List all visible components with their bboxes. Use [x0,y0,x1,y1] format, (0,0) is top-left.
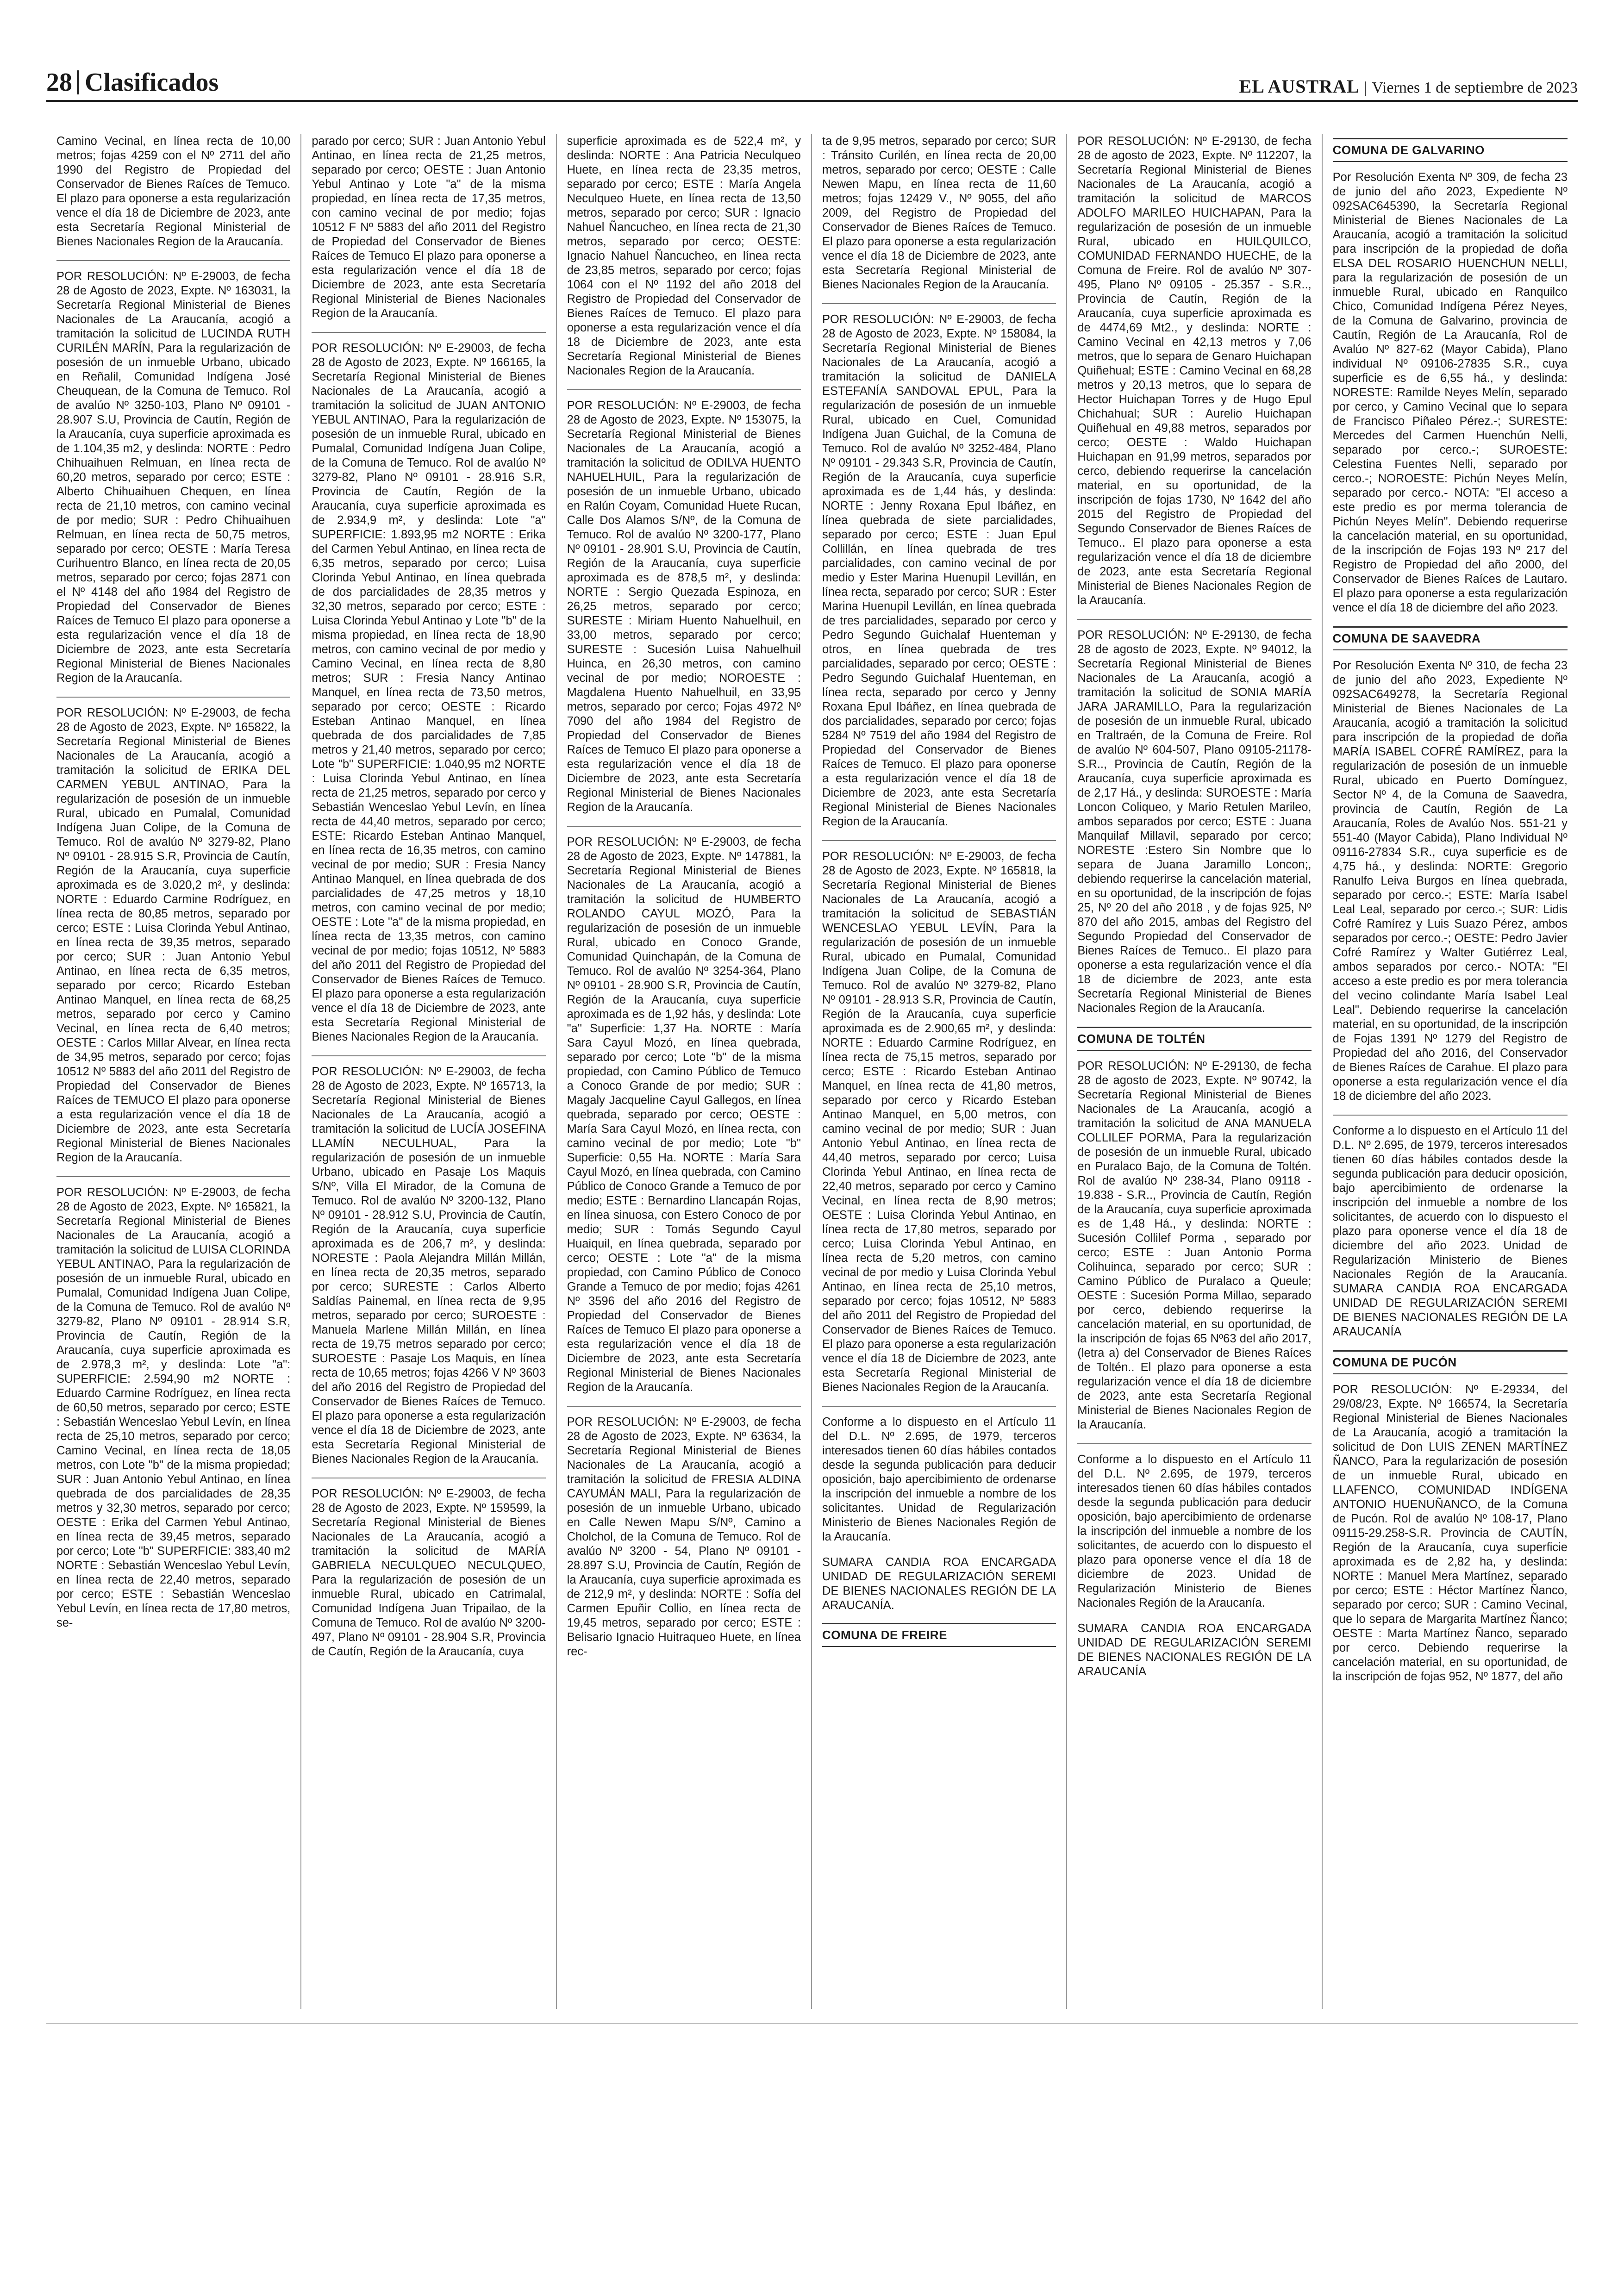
legal-notice: POR RESOLUCIÓN: Nº E-29003, de fecha 28 de Agosto de 2023, Expte. Nº 158084, la Secretaría Regional Ministerial de Bienes Nacionales de La Araucanía, acogió a tramitación la solicitud de DANIELA ESTEFANÍA SANDOVAL EPUL, Para la regularización de posesión de un inmueble Rural, ubicado en Cuel, Comunidad Indígena Juan Guichal, de la Comuna de Temuco. Rol de avalúo Nº 3252-484, Plano Nº 09101 - 29.343 S.R, Provincia de Cautín, Región de la Araucanía, cuya superficie aproximada es de 1,44 hás, y deslinda: NORTE : Jenny Roxana Epul Ibáñez, en línea quebrada de siete parcialidades, separado por cerco; ESTE : Juan Epul Collillán, en línea quebrada de tres parcialidades, con camino vecinal de por medio y Ester Marina Huenupil Levillán, en línea recta, separado por cerco; SUR : Ester Marina Huenupil Levillán, en línea quebrada de tres parcialidades, separado por cerco y Pedro Segundo Guichalaf Huenteman y otros, en línea quebrada de tres parcialidades, separado por cerco; OESTE : Pedro Segundo Guichalaf Huenteman, en línea recta, separado por cerco y Jenny Roxana Epul Ibáñez, en línea quebrada de dos parcialidades, separado por cerco; fojas 5284 Nº 7519 del año 1984 del Registro de Propiedad del Conservador de Bienes Raíces de Temuco. El plazo para oponerse a esta regularización vence el día 18 de Diciembre de 2023, ante esta Secretaría Regional Ministerial de Bienes Nacionales Region de la Araucanía. [822,313,1056,828]
legal-notice: Conforme a lo dispuesto en el Artículo 11 del D.L. Nº 2.695, de 1979, terceros interesados tienen 60 días hábiles contados desde la segunda publicación para deducir oposición, bajo apercibimiento de ordenarse la inscripción del inmueble a nombre de los solicitantes. Unidad de Regularización Ministerio de Bienes Nacionales Región de la Araucanía. [822,1416,1056,1543]
notice-divider [822,840,1056,841]
notice-divider [822,1406,1056,1407]
legal-notice: POR RESOLUCIÓN: Nº E-29003, de fecha 28 de Agosto de 2023, Expte. Nº 165818, la Secretaría Regional Ministerial de Bienes Nacionales de La Araucanía, acogió a tramitación la solicitud de SEBASTIÁN WENCESLAO YEBUL LEVÍN, Para la regularización de posesión de un inmueble Rural, ubicado en Pumalal, Comunidad Indígena Juan Colipe, de la Comuna de Temuco. Rol de avalúo Nº 3279-82, Plano Nº 09101 - 28.913 S.R, Provincia de Cautín, Región de la Araucanía, cuya superficie aproximada es de 2.900,65 m², y deslinda: NORTE : Eduardo Carmine Rodríguez, en línea recta de 75,15 metros, separado por cerco; ESTE : Ricardo Esteban Antinao Manquel, en línea recta de 41,80 metros, separado por cerco y Ricardo Esteban Antinao Manquel, en 5,00 metros, con camino vecinal de por medio; SUR : Juan Antonio Yebul Antinao, en línea recta de 44,40 metros, separado por cerco; Luisa Clorinda Yebul Antinao, en línea recta de 22,40 metros, separado por cerco y Camino Vecinal, en línea recta de 8,90 metros; OESTE : Luisa Clorinda Yebul Antinao, en línea recta de 17,80 metros, separado por cerco; Luisa Clorinda Yebul Antinao, en línea recta de 5,20 metros, con camino vecinal de por medio y Luisa Clorinda Yebul Antinao, en línea recta de 25,10 metros, separado por cerco; fojas 10512, Nº 5883 del año 2011 del Registro de Propiedad del Conservador de Bienes Raíces de Temuco. El plazo para oponerse a esta regularización vence el día 18 de Diciembre de 2023, ante esta Secretaría Regional Ministerial de Bienes Nacionales Region de la Araucanía. [822,850,1056,1394]
commune-heading: COMUNA DE TOLTÉN [1077,1027,1311,1051]
legal-notice: POR RESOLUCIÓN: Nº E-29130, de fecha 28 de agosto de 2023, Expte. Nº 94012, la Secretaría Regional Ministerial de Bienes Nacionales de La Araucanía, acogió a tramitación la solicitud de SONIA MARÍA JARA JARAMILLO, Para la regularización de posesión de un inmueble Rural, ubicado en Traltraén, de la Comuna de Freire. Rol de avalúo Nº 604-507, Plano 09105-21178-S.R.., Provincia de Cautín, Región de la Araucanía, cuya superficie aproximada es de 2,17 Há., y deslinda: SUROESTE : María Loncon Coliqueo, y Mario Retulen Marileo, ambos separados por cerco; ESTE : Juana Manquilaf Millavil, separado por cerco; NORESTE :Estero Sin Nombre que lo separa de Juana Jaramillo Loncon;, debiendo requerirse la cancelación material, en su oportunidad, de la inscripción de fojas 25, Nº 20 del año 2018 , y de fojas 925, Nº 870 del año 2015, ambas del Registro del Segundo Propiedad del Conservador de Bienes Raíces de Temuco.. El plazo para oponerse a esta regularización vence el día 18 de diciembre de 2023, ante esta Secretaría Regional Ministerial de Bienes Nacionales Region de la Araucanía. [1077,629,1312,1015]
signature-block: SUMARA CANDIA ROA ENCARGADA UNIDAD DE REGULARIZACIÓN SEREMI DE BIENES NACIONALES REGIÓN DE LA ARAUCANÍA. [822,1556,1056,1612]
legal-notice: Conforme a lo dispuesto en el Artículo 11 del D.L. Nº 2.695, de 1979, terceros interesados tienen 60 días hábiles contados desde la segunda publicación para deducir oposición, bajo apercibimiento de ordenarse la inscripción del inmueble a nombre de los solicitantes, de acuerdo con lo dispuesto el plazo para oponerse vence el día 18 de diciembre del año 2023. Unidad de Regularización Ministerio de Bienes Nacionales Región de la Araucanía. SUMARA CANDIA ROA ENCARGADA UNIDAD DE REGULARIZACIÓN SEREMI DE BIENES NACIONALES REGIÓN DE LA ARAUCANÍA [1332,1124,1568,1338]
notice-divider [312,332,545,333]
header-separator [77,70,79,94]
notice-divider [1077,619,1311,620]
legal-notice: superficie aproximada es de 522,4 m², y deslinda: NORTE : Ana Patricia Neculqueo Huete, en línea recta de 23,35 metros, separado por cerco; ESTE : María Angela Neculqueo Huete, en línea recta de 13,50 metros, separado por cerco; SUR : Ignacio Nahuel Ñancucheo, en línea recta de 21,30 metros, separado por cerco; OESTE: Ignacio Nahuel Ñancucheo, en línea recta de 23,85 metros, separado por cerco; fojas 1064 con el Nº 1192 del año 2018 del Registro de Propiedad del Conservador de Bienes Raíces de Temuco. El plazo para oponerse a esta regularización vence el día 18 de Diciembre de 2023, ante esta Secretaría Regional Ministerial de Bienes Nacionales Region de la Araucanía. [567,135,801,377]
legal-notice: Por Resolución Exenta Nº 310, de fecha 23 de junio del año 2023, Expediente Nº 092SAC649278, la Secretaría Regional Ministerial de Bienes Nacionales de La Araucanía, acogió a tramitación la solicitud para inscripción de la propiedad de doña MARÍA ISABEL COFRÉ RAMÍREZ, para la regularización de posesión de un inmueble Rural, ubicado en Puerto Domínguez, Sector Nº 4, de la Comuna de Saavedra, provincia de Cautín, Región de La Araucanía, Roles de Avalúo Nos. 551-21 y 551-40 (Mayor Cabida), Plano Individual Nº 09116-27834 S.R., cuya superficie es de 4,75 há., y deslinda: NORTE: Gregorio Ranulfo Leiva Burgos en línea quebrada, separado por cerco.-; ESTE: María Isabel Leal Leal, separado por cerco.-; SUR: Lidis Cofré Ramírez y Luis Suazo Pérez, ambos separados por cerco.-; OESTE: Pedro Javier Cofré Ramírez y Walter Gutiérrez Leal, ambos separados por cerco.- NOTA: "El acceso a este predio es por mera tolerancia del vecino colindante María Isabel Leal Leal". Debiendo requerirse la cancelación material, en su oportunidad, de la inscripción de Fojas 1391 Nº 1279 del Registro de Propiedad del año 2016, del Conservador de Bienes Raíces de Carahue. El plazo para oponerse a esta regularización vence el día 18 de diciembre del año 2023. [1332,659,1568,1103]
signature-block: SUMARA CANDIA ROA ENCARGADA UNIDAD DE REGULARIZACIÓN SEREMI DE BIENES NACIONALES REGIÓN DE LA ARAUCANÍA [1077,1622,1312,1678]
legal-notice: Por Resolución Exenta Nº 309, de fecha 23 de junio del año 2023, Expediente Nº 092SAC645390, la Secretaría Regional Ministerial de Bienes Nacionales de La Araucanía, acogió a tramitación la solicitud para inscripción de la propiedad de doña ELSA DEL ROSARIO HUENCHUN NELLI, para la regularización de posesión de un inmueble Rural, ubicado en Ranquilco Chico, Comunidad Indígena Pérez Neyes, de la Comuna de Galvarino, provincia de Cautín, Región de La Araucanía, Rol de Avalúo Nº 827-62 (Mayor Cabida), Plano individual Nº 09106-27835 S.R., cuya superficie es de 6,55 há., y deslinda: NORESTE: Ramilde Neyes Melín, separado por cerco, y Camino Vecinal que lo separa de Francisco Piñaleo Pérez.-; SURESTE: Mercedes del Carmen Huenchún Nelli, separado por cerco.-; SUROESTE: Celestina Fuentes Nelli, separado por cerco.-; NOROESTE: Pichún Neyes Melín, separado por cerco.- NOTA: "El acceso a este predio es por merma tolerancia de Pichún Neyes Melín". Debiendo requerirse la cancelación material, en su oportunidad, de la inscripción de Fojas 193 Nº 217 del Registro de Propiedad del año 2000, del Conservador de Bienes Raíces de Lautaro. El plazo para oponerse a esta regularización vence el día 18 de diciembre del año 2023. [1332,171,1568,614]
legal-notice: POR RESOLUCIÓN: Nº E-29003, de fecha 28 de Agosto de 2023, Expte. Nº 153075, la Secretaría Regional Ministerial de Bienes Nacionales de La Araucanía, acogió a tramitación la solicitud de ODILVA HUENTO NAHUELHUIL, Para la regularización de posesión de un inmueble Urbano, ubicado en Ralún Coyam, Comunidad Huete Rucan, Calle Dos Alamos S/Nº, de la Comuna de Temuco. Rol de avalúo Nº 3200-177, Plano Nº 09101 - 28.901 S.U, Provincia de Cautín, Región de la Araucanía, cuya superficie aproximada es de 878,5 m², y deslinda: NORTE : Sergio Quezada Espinoza, en 26,25 metros, separado por cerco; SURESTE : Miriam Huento Nahuelhuil, en 33,00 metros, separado por cerco; SURESTE : Sucesión Luisa Nahuelhuil Huinca, en 26,30 metros, con camino vecinal de por medio; NOROESTE : Magdalena Huento Nahuelhuil, en 33,95 metros, separado por cerco; Fojas 4972 Nº 7090 del año 1984 del Registro de Propiedad del Conservador de Bienes Raíces de Temuco El plazo para oponerse a esta regularización vence el día 18 de Diciembre de 2023, ante esta Secretaría Regional Ministerial de Bienes Nacionales Region de la Araucanía. [567,399,801,814]
notice-divider [56,260,290,261]
legal-notice: POR RESOLUCIÓN: Nº E-29130, de fecha 28 de agosto de 2023, Expte. Nº 90742, la Secretaría Regional Ministerial de Bienes Nacionales de La Araucanía, acogió a tramitación la solicitud de ANA MANUELA COLLILEF PORMA, Para la regularización de posesión de un inmueble Rural, ubicado en Puralaco Bajo, de la Comuna de Toltén. Rol de avalúo Nº 238-34, Plano 09118 - 19.838 - S.R.., Provincia de Cautín, Región de la Araucanía, cuya superficie aproximada es de 1,48 Há., y deslinda: NORTE : Sucesión Collilef Porma , separado por cerco; ESTE : Juan Antonio Porma Colihuinca, separado por cerco; SUR : Camino Público de Puralaco a Queule; OESTE : Sucesión Porma Millao, separado por cerco, debiendo requerirse la cancelación material, en su oportunidad, de la inscripción de fojas 65 Nº63 del año 2017, (letra a) del Conservador de Bienes Raíces de Toltén.. El plazo para oponerse a esta regularización vence el día 18 de diciembre de 2023, ante esta Secretaría Regional Ministerial de Bienes Nacionales Region de la Araucanía. [1077,1060,1312,1431]
header-divider: | [1364,79,1368,96]
page-number: 28 [46,68,72,97]
bottom-rule [46,2023,1578,2024]
column-3 [557,134,812,2009]
notice-divider [1333,1115,1568,1116]
page-header [46,65,1578,102]
legal-notice: POR RESOLUCIÓN: Nº E-29334, del 29/08/23, Expte. Nº 166574, la Secretaría Regional Ministerial de Bienes Nacionales de La Araucanía, acogió a tramitación la solicitud de Don LUIS ZENEN MARTÍNEZ ÑANCO, Para la regularización de posesión de un inmueble Rural, ubicado en LLAFENCO, COMUNIDAD INDÍGENA ANTONIO HUENUÑANCO, de la Comuna de Pucón. Rol de avalúo Nº 108-17, Plano 09115-29.258-S.R. Provincia de CAUTÍN, Región de la Araucanía, cuya superficie aproximada es de 2,82 ha, y deslinda: NORTE : Manuel Mera Martínez, separado por cerco; ESTE : Héctor Martínez Ñanco, separado por cerco; SUR : Camino Vecinal, que lo separa de Margarita Martínez Ñanco; OESTE : Marta Martínez Ñanco, separado por cerco. Debiendo requerirse la cancelación material, en su oportunidad, de la inscripción de fojas 952, Nº 1877, del año [1332,1383,1568,1683]
legal-notice: Conforme a lo dispuesto en el Artículo 11 del D.L. Nº 2.695, de 1979, terceros interesados tienen 60 días hábiles contados desde la segunda publicación para deducir oposición, bajo apercibimiento de ordenarse la inscripción del inmueble a nombre de los solicitantes, de acuerdo con lo dispuesto el plazo para oponerse vence el día 18 de diciembre de 2023. Unidad de Regularización Ministerio de Bienes Nacionales Región de la Araucanía. [1077,1453,1312,1609]
commune-heading: COMUNA DE GALVARINO [1333,138,1568,162]
notice-divider [567,389,801,390]
legal-notice: POR RESOLUCIÓN: Nº E-29003, de fecha 28 de Agosto de 2023, Expte. Nº 63634, la Secretaría Regional Ministerial de Bienes Nacionales de La Araucanía, acogió a tramitación la solicitud de FRESIA ALDINA CAYUMÁN MALI, Para la regularización de posesión de un inmueble Urbano, ubicado en Calle Newen Mapu S/Nº, Camino a Cholchol, de la Comuna de Temuco. Rol de avalúo Nº 3200 - 54, Plano Nº 09101 - 28.897 S.U, Provincia de Cautín, Región de la Araucanía, cuya superficie aproximada es de 212,9 m², y deslinda: NORTE : Sofía del Carmen Epuñir Collio, en línea recta de 19,45 metros, separado por cerco; ESTE : Belisario Ignacio Huitraqueo Huete, en línea rec- [567,1416,801,1658]
legal-notice: POR RESOLUCIÓN: Nº E-29003, de fecha 28 de Agosto de 2023, Expte. Nº 165713, la Secretaría Regional Ministerial de Bienes Nacionales de La Araucanía, acogió a tramitación la solicitud de LUCÍA JOSEFINA LLAMÍN NECULHUAL, Para la regularización de posesión de un inmueble Urbano, ubicado en Pasaje Los Maquis S/Nº, Villa El Mirador, de la Comuna de Temuco. Rol de avalúo Nº 3200-132, Plano Nº 09101 - 28.912 S.U, Provincia de Cautín, Región de la Araucanía, cuya superficie aproximada es de 206,7 m², y deslinda: NORESTE : Paola Alejandra Millán Millán, en línea recta de 20,35 metros, separado por cerco; SURESTE : Carlos Alberto Saldías Painemal, en línea recta de 9,95 metros, separado por cerco; SUROESTE : Manuela Marlene Millán Millán, en línea recta de 19,75 metros separado por cerco; SUROESTE : Pasaje Los Maquis, en línea recta de 10,65 metros; fojas 4266 V Nº 3603 del año 2016 del Registro de Propiedad del Conservador de Bienes Raíces de Temuco. El plazo para oponerse a esta regularización vence el día 18 de Diciembre de 2023, ante esta Secretaría Regional Ministerial de Bienes Nacionales Region de la Araucanía. [312,1065,546,1466]
commune-heading: COMUNA DE PUCÓN [1333,1350,1568,1374]
legal-notice: POR RESOLUCIÓN: Nº E-29003, de fecha 28 de Agosto de 2023, Expte. Nº 165822, la Secretaría Regional Ministerial de Bienes Nacionales de La Araucanía, acogió a tramitación la solicitud de ERIKA DEL CARMEN YEBUL ANTINAO, Para la regularización de posesión de un inmueble Rural, ubicado en Pumalal, Comunidad Indígena Juan Colipe, de la Comuna de Temuco. Rol de avalúo Nº 3279-82, Plano Nº 09101 - 28.915 S.R, Provincia de Cautín, Región de la Araucanía, cuya superficie aproximada es de 3.020,2 m², y deslinda: NORTE : Eduardo Carmine Rodríguez, en línea recta de 80,85 metros, separado por cerco; ESTE : Luisa Clorinda Yebul Antinao, en línea recta de 39,35 metros, separado por cerco; SUR : Juan Antonio Yebul Antinao, en línea recta de 6,35 metros, separado por cerco; Ricardo Esteban Antinao Manquel, en línea recta de 68,25 metros, separado por cerco y Camino Vecinal, en línea recta de 6,40 metros; OESTE : Carlos Millar Alvear, en línea recta de 34,95 metros, separado por cerco; fojas 10512 Nº 5883 del año 2011 del Registro de Propiedad del Conservador de Bienes Raíces de TEMUCO El plazo para oponerse a esta regularización vence el día 18 de Diciembre de 2023, ante esta Secretaría Regional Ministerial de Bienes Nacionales Region de la Araucanía. [56,706,291,1164]
legal-notice: POR RESOLUCIÓN: Nº E-29130, de fecha 28 de agosto de 2023, Expte. Nº 112207, la Secretaría Regional Ministerial de Bienes Nacionales de La Araucanía, acogió a tramitación la solicitud de MARCOS ADOLFO MARILEO HUICHAPAN, Para la regularización de posesión de un inmueble Rural, ubicado en HUILQUILCO, COMUNIDAD FERNANDO HUECHE, de la Comuna de Freire. Rol de avalúo Nº 307-495, Plano Nº 09105 - 25.357 - S.R.., Provincia de Cautín, Región de la Araucanía, cuya superficie aproximada es de 4474,69 Mt2., y deslinda: NORTE : Camino Vecinal en 42,13 metros y 7,06 metros, que lo separa de Genaro Huichapan Quiñehual; ESTE : Camino Vecinal en 68,28 metros y 20,13 metros, que lo separa de Hector Huichapan Torres y de Hugo Epul Chichahual; SUR : Aurelio Huichapan Quiñehual en 49,88 metros, separados por cerco; OESTE : Waldo Huichapan Huichapan en 91,99 metros, separados por cerco, debiendo requerirse la cancelación material, en su oportunidad, de la inscripción de fojas 1730, Nº 1642 del año 2015 del Registro de Propiedad del Segundo Conservador de Bienes Raíces de Temuco.. El plazo para oponerse a esta regularización vence el día 18 de diciembre de 2023, ante esta Secretaría Regional Ministerial de Bienes Nacionales Region de la Araucanía. [1077,135,1312,607]
legal-notice: Camino Vecinal, en línea recta de 10,00 metros; fojas 4259 con el Nº 2711 del año 1990 del Registro de Propiedad del Conservador de Bienes Raíces de Temuco. El plazo para oponerse a esta regularización vence el día 18 de Diciembre de 2023, ante esta Secretaría Regional Ministerial de Bienes Nacionales Region de la Araucanía. [56,135,291,248]
section-title: Clasificados [85,68,219,97]
legal-notice: POR RESOLUCIÓN: Nº E-29003, de fecha 28 de Agosto de 2023, Expte. Nº 159599, la Secretaría Regional Ministerial de Bienes Nacionales de La Araucanía, acogió a tramitación la solicitud de MARÍA GABRIELA NECULQUEO NECULQUEO, Para la regularización de posesión de un inmueble Rural, ubicado en Catrimalal, Comunidad Indígena Juan Tripailao, de la Comuna de Temuco. Rol de avalúo Nº 3200-497, Plano Nº 09101 - 28.904 S.R, Provincia de Cautín, Región de la Araucanía, cuya [312,1487,546,1658]
column-6 [1323,134,1578,2009]
legal-notice: POR RESOLUCIÓN: Nº E-29003, de fecha 28 de Agosto de 2023, Expte. Nº 166165, la Secretaría Regional Ministerial de Bienes Nacionales de La Araucanía, acogió a tramitación la solicitud de JUAN ANTONIO YEBUL ANTINAO, Para la regularización de posesión de un inmueble Rural, ubicado en Pumalal, Comunidad Indígena Juan Colipe, de la Comuna de Temuco. Rol de avalúo Nº 3279-82, Plano Nº 09101 - 28.916 S.R, Provincia de Cautín, Región de la Araucanía, cuya superficie aproximada es de 2.934,9 m², y deslinda: Lote "a" SUPERFICIE: 1.893,95 m2 NORTE : Erika del Carmen Yebul Antinao, en línea recta de 6,35 metros, separado por cerco; Luisa Clorinda Yebul Antinao, en línea quebrada de dos parcialidades de 28,35 metros y 32,30 metros, separado por cerco; ESTE : Luisa Clorinda Yebul Antinao y Lote "b" de la misma propiedad, en línea recta de 18,90 metros, con camino vecinal de por medio y Camino Vecinal, en línea recta de 8,80 metros; SUR : Fresia Nancy Antinao Manquel, en línea recta de 73,50 metros, separado por cerco; OESTE : Ricardo Esteban Antinao Manquel, en línea quebrada de dos parcialidades de 7,85 metros y 21,40 metros, separado por cerco; Lote "b" SUPERFICIE: 1.040,95 m2 NORTE : Luisa Clorinda Yebul Antinao, en línea recta de 21,25 metros, separado por cerco y Sebastián Wenceslao Yebul Levín, en línea recta de 44,40 metros, separado por cerco; ESTE: Ricardo Esteban Antinao Manquel, en línea recta de 16,35 metros, con camino vecinal de por medio; SUR : Fresia Nancy Antinao Manquel, en línea quebrada de dos parcialidades de 47,25 metros y 18,10 metros, con camino vecinal de por medio; OESTE : Lote "a" de la misma propiedad, en línea recta de 13,35 metros, con camino vecinal de por medio; fojas 10512, Nº 5883 del año 2011 del Registro de Propiedad del Conservador de Bienes Raíces de Temuco. El plazo para oponerse a esta regularización vence el día 18 de Diciembre de 2023, ante esta Secretaría Regional Ministerial de Bienes Nacionales Region de la Araucanía. [312,342,546,1043]
column-4 [812,134,1067,2009]
issue-date: Viernes 1 de septiembre de 2023 [1372,79,1578,96]
legal-notice: ta de 9,95 metros, separado por cerco; SUR : Tránsito Curilén, en línea recta de 20,00 metros, separado por cerco; OESTE : Calle Newen Mapu, en línea recta de 11,60 metros; fojas 12429 V., Nº 9055, del año 2009, del Registro de Propiedad del Conservador de Bienes Raíces de Temuco. El plazo para oponerse a esta regularización vence el día 18 de Diciembre de 2023, ante esta Secretaría Regional Ministerial de Bienes Nacionales Region de la Araucanía. [822,135,1056,291]
commune-heading: COMUNA DE FREIRE [822,1623,1056,1647]
newspaper-name: EL AUSTRAL [1239,76,1360,97]
legal-notice: parado por cerco; SUR : Juan Antonio Yebul Antinao, en línea recta de 21,25 metros, separado por cerco; OESTE : Juan Antonio Yebul Antinao y Lote "a" de la misma propiedad, en línea recta de 17,35 metros, con camino vecinal de por medio; fojas 10512 F Nº 5883 del año 2011 del Registro de Propiedad del Conservador de Bienes Raíces de Temuco El plazo para oponerse a esta regularización vence el día 18 de Diciembre de 2023, ante esta Secretaría Regional Ministerial de Bienes Nacionales Region de la Araucanía. [312,135,546,320]
notice-divider [56,697,290,698]
legal-notice: POR RESOLUCIÓN: Nº E-29003, de fecha 28 de Agosto de 2023, Expte. Nº 163031, la Secretaría Regional Ministerial de Bienes Nacionales de La Araucanía, acogió a tramitación la solicitud de LUCINDA RUTH CURILÉN MARÍN, Para la regularización de posesión de un inmueble Urbano, ubicado en Reñalil, Comunidad Indígena José Cheuquean, de la Comuna de Temuco. Rol de avalúo Nº 3250-103, Plano Nº 09101 - 28.907 S.U, Provincia de Cautín, Región de la Araucanía, cuya superficie aproximada es de 1.104,35 m2, y deslinda: NORTE : Pedro Chihuaihuen Relmuan, en línea recta de 60,20 metros, separado por cerco; ESTE : Alberto Chihuaihuen Chequen, en línea recta de 21,10 metros, con camino vecinal de por medio; SUR : Pedro Chihuaihuen Relmuan, en línea recta de 50,75 metros, separado por cerco; OESTE : María Teresa Curihuentro Blanco, en línea recta de 20,05 metros, separado por cerco; fojas 2871 con el Nº 4148 del año 1984 del Registro de Propiedad del Conservador de Bienes Raíces de Temuco El plazo para oponerse a esta regularización vence el día 18 de Diciembre de 2023, ante esta Secretaría Regional Ministerial de Bienes Nacionales Region de la Araucanía. [56,270,291,685]
commune-heading: COMUNA DE SAAVEDRA [1333,626,1568,650]
notice-divider [567,1406,801,1407]
column-1 [46,134,301,2009]
header-left [46,68,219,97]
column-2 [301,134,556,2009]
notice-divider [822,303,1056,304]
legal-notice: POR RESOLUCIÓN: Nº E-29003, de fecha 28 de Agosto de 2023, Expte. Nº 147881, la Secretaría Regional Ministerial de Bienes Nacionales de La Araucanía, acogió a tramitación la solicitud de HUMBERTO ROLANDO CAYUL MOZÓ, Para la regularización de posesión de un inmueble Rural, ubicado en Conoco Grande, Comunidad Quinchapán, de la Comuna de Temuco. Rol de avalúo Nº 3254-364, Plano Nº 09101 - 28.900 S.R, Provincia de Cautín, Región de la Araucanía, cuya superficie aproximada es de 1,92 hás, y deslinda: Lote "a" Superficie: 1,37 Ha. NORTE : María Sara Cayul Mozó, en línea quebrada, separado por cerco; Lote "b" de la misma propiedad, con Camino Público de Temuco a Conoco Grande de por medio; SUR : Magaly Jacqueline Cayul Gallegos, en línea quebrada, separado por cerco; OESTE : María Sara Cayul Mozó, en línea recta, con camino vecinal de por medio; Lote "b" Superficie: 0,55 Ha. NORTE : María Sara Cayul Mozó, en línea quebrada, con Camino Público de Conoco Grande a Temuco de por medio; ESTE : Bernardino Llancapán Rojas, en línea sinuosa, con Estero Conoco de por medio; SUR : Tomás Segundo Cayul Huaiquil, en línea quebrada, separado por cerco; OESTE : Lote "a" de la misma propiedad, con Camino Público de Conoco Grande a Temuco de por medio; fojas 4261 Nº 3596 del año 2016 del Registro de Propiedad del Conservador de Bienes Raíces de Temuco El plazo para oponerse a esta regularización vence el día 18 de Diciembre de 2023, ante esta Secretaría Regional Ministerial de Bienes Nacionales Region de la Araucanía. [567,836,801,1394]
notice-divider [1077,1443,1311,1444]
notice-divider [56,1176,290,1177]
notice-divider [567,826,801,827]
header-right [1239,75,1578,97]
legal-notice: POR RESOLUCIÓN: Nº E-29003, de fecha 28 de Agosto de 2023, Expte. Nº 165821, la Secretaría Regional Ministerial de Bienes Nacionales de La Araucanía, acogió a tramitación la solicitud de LUISA CLORINDA YEBUL ANTINAO, Para la regularización de posesión de un inmueble Rural, ubicado en Pumalal, Comunidad Indígena Juan Colipe, de la Comuna de Temuco. Rol de avalúo Nº 3279-82, Plano Nº 09101 - 28.914 S.R, Provincia de Cautín, Región de la Araucanía, cuya superficie aproximada es de 2.978,3 m², y deslinda: Lote "a": SUPERFICIE: 2.594,90 m2 NORTE : Eduardo Carmine Rodríguez, en línea recta de 60,50 metros, separado por cerco; ESTE : Sebastián Wenceslao Yebul Levín, en línea recta de 25,10 metros, separado por cerco; Camino Vecinal, en línea recta de 18,05 metros, con Lote "b" de la misma propiedad; SUR : Juan Antonio Yebul Antinao, en línea quebrada de dos parcialidades de 28,35 metros y 32,30 metros, separado por cerco; OESTE : Erika del Carmen Yebul Antinao, en línea recta de 39,45 metros, separado por cerco; Lote "b" SUPERFICIE: 383,40 m2 NORTE : Sebastián Wenceslao Yebul Levín, en línea recta de 22,40 metros, separado por cerco; ESTE : Sebastián Wenceslao Yebul Levín, en línea recta de 17,80 metros, se- [56,1186,291,1629]
column-5 [1067,134,1322,2009]
notice-divider [312,1055,545,1056]
classified-columns [46,134,1578,2009]
